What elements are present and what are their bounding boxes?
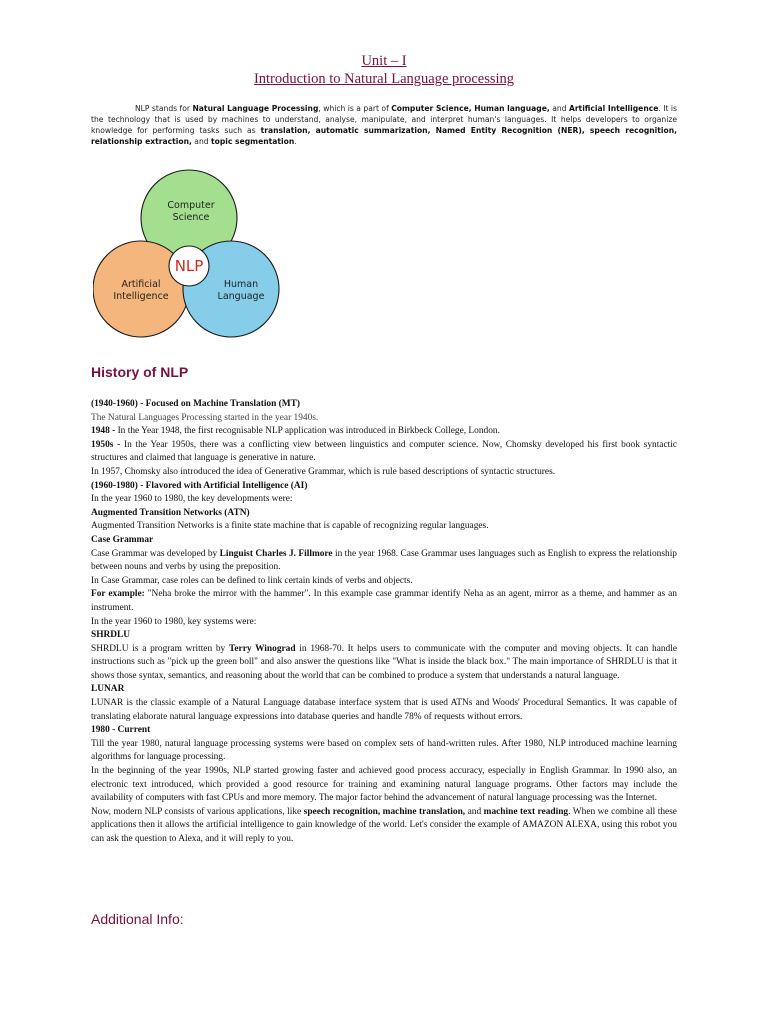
intro-paragraph xyxy=(91,103,677,147)
intro-bold-term: Natural Language Processing xyxy=(192,104,319,113)
era-heading: (1960-1980) - Flavored with Artificial Intelligence (AI) xyxy=(91,480,308,491)
example-label: For example: xyxy=(91,589,145,600)
person-name: Linguist Charles J. Fillmore xyxy=(219,548,333,559)
intro-text: . xyxy=(294,137,297,146)
topic-heading: Augmented Transition Networks (ATN) xyxy=(91,507,250,518)
history-paragraph xyxy=(91,425,677,439)
history-paragraph: Augmented Transition Networks is a finite state machine that is capable of recognizing regular languages. xyxy=(91,521,489,532)
intro-text: . It is the technology that is used by machines to understand, analyse, manipulate, and interpret human's languages. It helps developers to organize knowledge for performing tasks such as xyxy=(91,104,677,135)
history-text: and xyxy=(465,806,484,817)
history-paragraph: LUNAR is the classic example of a Natural Language database interface system that is used ATNs and Woods' Procedural Semantics. It was capable of translating elaborate natural language expressions into database queries and handle 78% of requests without errors. xyxy=(91,698,677,722)
history-paragraph xyxy=(91,588,677,615)
bold-term: machine text reading xyxy=(483,806,569,817)
intro-bold-term: translation, automatic summarization, Named Entity Recognition (NER), speech recognition, relationship extraction, xyxy=(91,126,678,146)
intro-text: , which is a part of xyxy=(318,104,392,113)
intro-text: NLP stands for xyxy=(135,104,193,113)
additional-info-heading: Additional Info: xyxy=(91,911,184,927)
history-paragraph xyxy=(91,643,677,684)
bold-term: speech recognition, machine translation, xyxy=(303,806,466,817)
nlp-venn-diagram xyxy=(93,168,283,342)
venn-label-intelligence: Intelligence xyxy=(113,291,169,302)
history-paragraph xyxy=(91,806,677,847)
history-text: in 1968-70. It helps users to communicate with the computer and moving objects. It can handle instructions such as "pick up the green boll" and also answer the questions like "What is inside the black box." The main importance of SHRDLU is that it shows those syntax, semantics, and reasoning about the world that can be combined to produce a system that understands a natural language. xyxy=(91,643,678,681)
intro-text: and xyxy=(191,137,212,146)
history-paragraph: The Natural Languages Processing started in the year 1940s. xyxy=(91,412,319,423)
intro-text: and xyxy=(549,104,569,113)
topic-heading: SHRDLU xyxy=(91,630,131,641)
year-label: 1950s - xyxy=(91,439,121,450)
history-paragraph xyxy=(91,439,677,466)
history-text: In the Year 1948, the first recognisable NLP application was introduced in Birkbeck College, London. xyxy=(115,426,500,437)
venn-label-human: Human xyxy=(223,279,259,290)
chapter-title: Introduction to Natural Language processing xyxy=(253,71,515,87)
history-paragraph: Till the year 1980, natural language processing systems were based on complex sets of hand-written rules. After 1980, NLP introduced machine learning algorithms for language processing. xyxy=(91,738,677,763)
history-text: SHRDLU is a program written by xyxy=(91,643,229,654)
history-paragraph: In the year 1960 to 1980, key systems were: xyxy=(91,616,257,627)
history-text: Now, modern NLP consists of various applications, like xyxy=(91,806,304,817)
topic-heading: Case Grammar xyxy=(91,534,154,545)
era-heading: (1940-1960) - Focused on Machine Translation (MT) xyxy=(91,399,301,409)
history-body xyxy=(91,398,677,847)
history-paragraph: In Case Grammar, case roles can be defined to link certain kinds of verbs and objects. xyxy=(91,575,413,586)
venn-label-computer: Computer xyxy=(167,200,215,211)
person-name: Terry Winograd xyxy=(228,643,296,654)
history-text: in the year 1968. Case Grammar uses languages such as English to express the relationship between nouns and verbs by using the preposition. xyxy=(91,548,677,573)
history-paragraph xyxy=(91,548,677,575)
document-title xyxy=(0,52,768,88)
venn-label-language: Language xyxy=(217,291,265,302)
history-text: In the Year 1950s, there was a conflicting view between linguistics and computer science. Now, Chomsky developed his first book syntactic structures and claimed that language is generative in nature. xyxy=(91,439,677,464)
topic-heading: LUNAR xyxy=(91,684,125,695)
venn-label-nlp: NLP xyxy=(174,257,204,275)
era-heading: 1980 - Current xyxy=(91,725,151,736)
venn-label-artificial: Artificial xyxy=(121,279,161,290)
history-paragraph: In the year 1960 to 1980, the key developments were: xyxy=(91,494,293,505)
history-paragraph: In 1957, Chomsky also introduced the idea of Generative Grammar, which is rule based descriptions of syntactic structures. xyxy=(91,466,556,477)
unit-title: Unit – I xyxy=(361,53,407,69)
history-text: "Neha broke the mirror with the hammer". In this example case grammar identify Neha as an agent, mirror as a theme, and hammer as an instrument. xyxy=(91,589,677,613)
history-paragraph: In the beginning of the year 1990s, NLP started growing faster and achieved good process accuracy, especially in English Grammar. In 1990 also, an electronic text introduced, which provided a good resource for training and examining natural language programs. Other factors may include the availability of computers with fast CPUs and more memory. The major factor behind the advancement of natural language processing was the Internet. xyxy=(91,766,677,804)
history-text: Case Grammar was developed by xyxy=(91,548,220,559)
history-text: . When we combine all these applications then it allows the artificial intelligence to gain knowledge of the world. Let's consider the example of AMAZON ALEXA, using this robot you can ask the question to Alexa, and it will reply to you. xyxy=(91,806,677,844)
intro-bold-term: topic segmentation xyxy=(211,137,295,146)
year-label: 1948 - xyxy=(91,426,116,437)
intro-bold-term: Artificial Intelligence xyxy=(568,104,659,113)
history-heading: History of NLP xyxy=(91,364,189,380)
intro-bold-term: Computer Science, Human language, xyxy=(391,104,550,113)
venn-label-science: Science xyxy=(172,212,210,223)
